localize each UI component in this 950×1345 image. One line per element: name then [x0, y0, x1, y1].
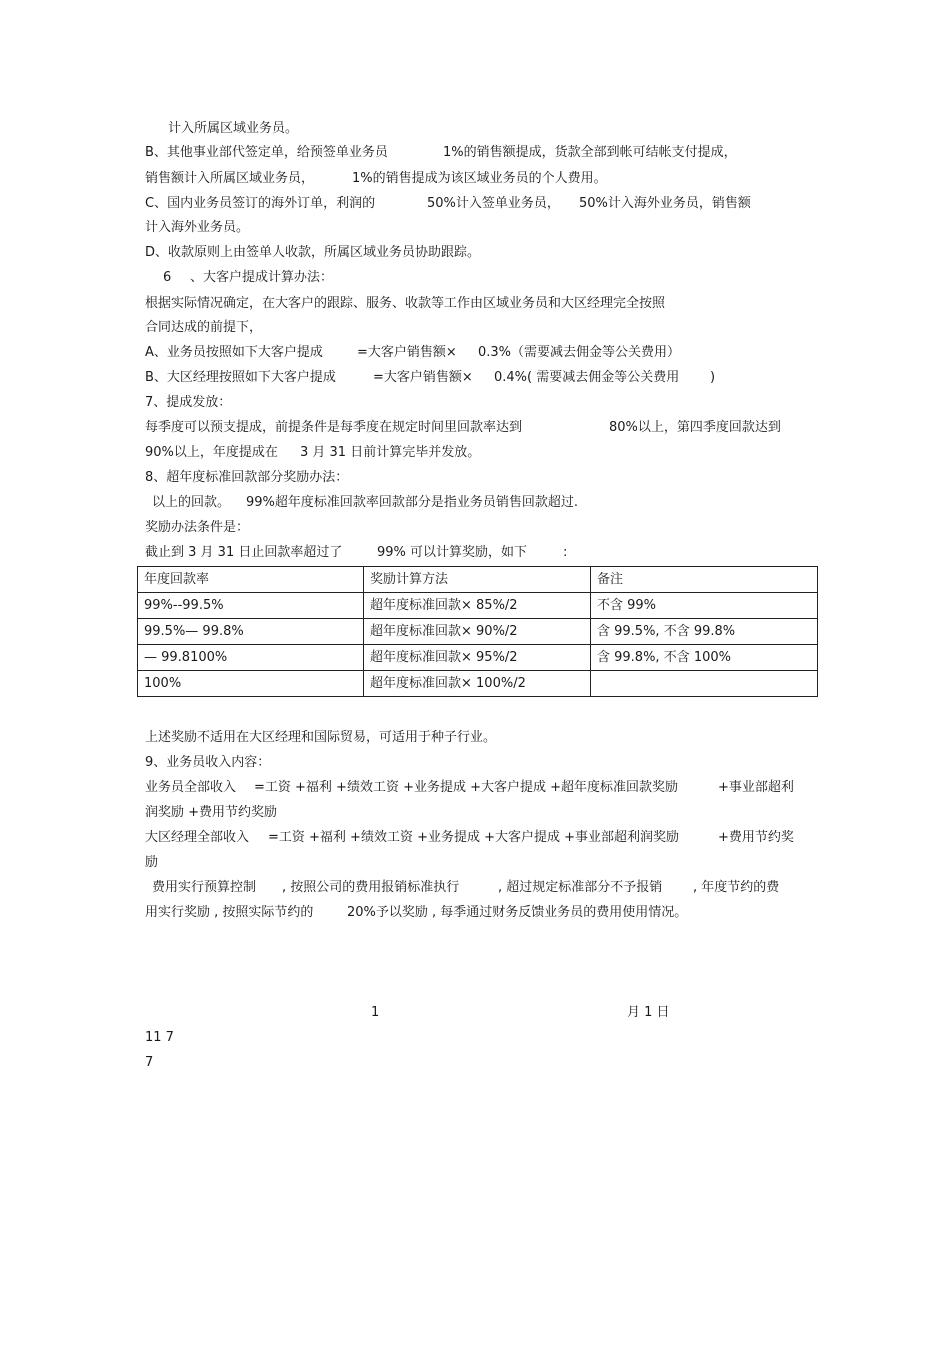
text-line: 0.3%（需要减去佣金等公关费用） [478, 345, 681, 360]
table-cell: — 99.8100% [138, 645, 364, 671]
table-row [138, 619, 818, 645]
text-line: : [563, 545, 568, 560]
table-header-cell: 年度回款率 [138, 567, 364, 593]
text-line: 用实行奖励 , 按照实际节约的 [145, 905, 314, 920]
text-line: A、业务员按照如下大客户提成 [145, 345, 323, 360]
table-cell: 99.5%— 99.8% [138, 619, 364, 645]
text-line: 计入所属区域业务员。 [168, 121, 299, 136]
text-line: 截止到 3 月 31 日止回款率超过了 [145, 545, 343, 560]
text-line: 润奖励 +费用节约奖励 [145, 805, 278, 820]
text-line: D、收款原则上由签单人收款，所属区域业务员协助跟踪。 [145, 245, 481, 260]
table-header-cell: 备注 [591, 567, 818, 593]
footer-text: 11 7 [145, 1030, 174, 1045]
text-line: C、国内业务员签订的海外订单，利润的 [145, 196, 376, 211]
text-line: 99%超年度标准回款率回款部分是指业务员销售回款超过. [246, 495, 579, 510]
text-line: =大客户销售额× [357, 345, 457, 360]
text-line: =工资 +福利 +绩效工资 +业务提成 +大客户提成 +事业部超利润奖励 [268, 830, 680, 845]
text-line: 99% 可以计算奖励，如下 [377, 545, 528, 560]
text-line: 业务员全部收入 [145, 780, 237, 795]
text-line: 90%以上，年度提成在 [145, 445, 278, 460]
text-line: 50%计入海外业务员，销售额 [579, 196, 751, 211]
table-cell: 100% [138, 671, 364, 697]
section-number: 6 [163, 270, 172, 285]
table-cell: 不含 99% [591, 593, 818, 619]
table-cell: 超年度标准回款× 100%/2 [364, 671, 591, 697]
text-line: 上述奖励不适用在大区经理和国际贸易，可适用于种子行业。 [145, 730, 497, 745]
table-header-row [138, 567, 818, 593]
table-row [138, 593, 818, 619]
text-line: 合同达成的前提下， [145, 320, 263, 335]
text-line: 费用实行预算控制 [152, 880, 257, 895]
text-line: 根据实际情况确定，在大客户的跟踪、服务、收款等工作由区域业务员和大区经理完全按照 [145, 296, 666, 311]
section-heading: 8、超年度标准回款部分奖励办法： [145, 470, 349, 485]
text-line: 3 月 31 日前计算完毕并发放。 [300, 445, 481, 460]
text-line: +事业部超利 [718, 780, 794, 795]
text-line: , 年度节约的费 [693, 880, 780, 895]
text-line: 1%的销售提成为该区域业务员的个人费用。 [352, 171, 607, 186]
table-cell: 超年度标准回款× 90%/2 [364, 619, 591, 645]
footer-text: 月 1 日 [627, 1005, 670, 1020]
table-cell: 超年度标准回款× 85%/2 [364, 593, 591, 619]
table-cell: 99%--99.5% [138, 593, 364, 619]
table-cell: 含 99.8%, 不含 100% [591, 645, 818, 671]
text-line: +费用节约奖 [718, 830, 794, 845]
text-line: 销售额计入所属区域业务员， [145, 171, 315, 186]
text-line: =工资 +福利 +绩效工资 +业务提成 +大客户提成 +超年度标准回款奖励 [254, 780, 679, 795]
table-row [138, 645, 818, 671]
table-cell: 超年度标准回款× 95%/2 [364, 645, 591, 671]
text-line: B、其他事业部代签定单，给预签单业务员 [145, 145, 388, 160]
text-line: 0.4%( 需要减去佣金等公关费用 [494, 370, 680, 385]
text-line: , 按照公司的费用报销标准执行 [282, 880, 460, 895]
section-heading: 7、提成发放： [145, 395, 232, 410]
text-line: =大客户销售额× [373, 370, 473, 385]
table-cell [591, 671, 818, 697]
text-line: 50%计入签单业务员， [427, 196, 560, 211]
text-line: 励 [145, 855, 159, 870]
text-line: , 超过规定标准部分不予报销 [498, 880, 663, 895]
text-line: 计入海外业务员。 [145, 220, 250, 235]
section-heading: 9、业务员收入内容： [145, 755, 271, 770]
table-row [138, 671, 818, 697]
text-line: 奖励办法条件是： [145, 520, 250, 535]
text-line: 以上的回款。 [152, 495, 231, 510]
text-line: B、大区经理按照如下大客户提成 [145, 370, 336, 385]
text-line: 每季度可以预支提成，前提条件是每季度在规定时间里回款率达到 [145, 420, 523, 435]
text-line: 80%以上，第四季度回款达到 [609, 420, 781, 435]
table-cell: 含 99.5%, 不含 99.8% [591, 619, 818, 645]
section-heading: 、大客户提成计算办法： [190, 270, 334, 285]
text-line: 大区经理全部收入 [145, 830, 250, 845]
footer-text: 1 [371, 1005, 380, 1020]
footer-text: 7 [145, 1055, 154, 1070]
text-line: 20%予以奖励 , 每季通过财务反馈业务员的费用使用情况。 [347, 905, 688, 920]
table-header-cell: 奖励计算方法 [364, 567, 591, 593]
text-line: ) [710, 370, 716, 385]
text-line: 1%的销售额提成，货款全部到帐可结帐支付提成， [443, 145, 737, 160]
reward-table [137, 566, 818, 697]
